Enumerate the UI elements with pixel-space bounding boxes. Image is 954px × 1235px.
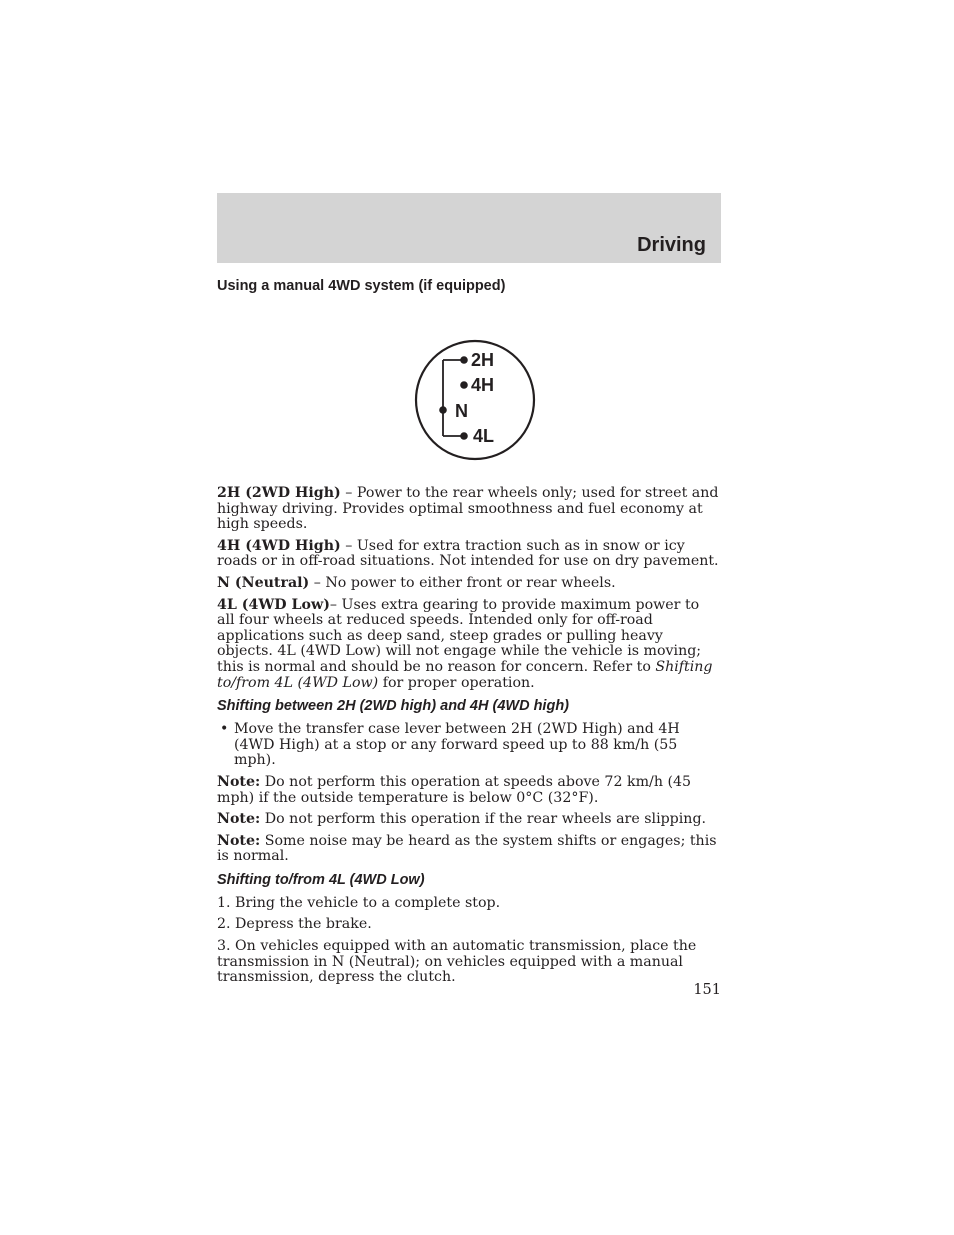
note-text: Do not perform this operation at speeds above 72 km/h (45 mph) if the outside temperature is below 0°C (32°F). [217, 773, 692, 806]
term-4h: 4H (4WD High) [217, 537, 341, 554]
sep-2h: – [340, 485, 357, 501]
dot-2h [460, 356, 468, 364]
subheading-shift-2h-4h: Shifting between 2H (2WD high) and 4H (4WD high) [217, 698, 570, 715]
cross-reference-4l: Shifting to/from 4L (4WD Low) [217, 658, 713, 691]
desc-n: No power to either front or rear wheels. [325, 574, 616, 591]
subheading-shift-4l: Shifting to/from 4L (4WD Low) [217, 871, 425, 888]
desc-4l: Uses extra gearing to provide maximum power to all four wheels at reduced speeds. Intended only for off-road applications such as deep sand, steep grades or pulling heavy objects. 4L (4WD Low) will not engage while the vehicle is moving; this is normal and should be no reason for concern. Refer to [217, 596, 702, 675]
label-n: N [455, 401, 468, 421]
step-1: 1. Bring the vehicle to a complete stop. [217, 894, 501, 911]
bullet-item [217, 722, 721, 769]
section-title: Using a manual 4WD system (if equipped) [217, 278, 506, 294]
definition-4h [217, 539, 721, 570]
note-label: Note: [217, 811, 261, 828]
note-3 [217, 834, 721, 865]
transfer-case-shift-diagram [413, 338, 537, 462]
term-n: N (Neutral) [217, 574, 310, 591]
dot-4h [460, 381, 468, 389]
label-4l: 4L [473, 426, 495, 446]
note-text: Do not perform this operation if the rear wheels are slipping. [260, 811, 707, 828]
note-text: Some noise may be heard as the system shifts or engages; this is normal. [217, 832, 717, 865]
desc-4l-tail: for proper operation. [378, 674, 535, 691]
desc-2h: Power to the rear wheels only; used for street and highway driving. Provides optimal smoothness and fuel economy at high speeds. [217, 485, 719, 533]
shift-pattern-diagram [217, 296, 721, 486]
step-3: 3. On vehicles equipped with an automatic transmission, place the transmission in N (Neutral); on vehicles equipped with a manual transmission, depress the clutch. [217, 938, 697, 986]
dot-n [439, 406, 447, 414]
term-4l: 4L (4WD Low) [217, 596, 330, 613]
sep-4h: – [340, 537, 357, 554]
bullet-text: Move the transfer case lever between 2H (2WD High) and 4H (4WD High) at a stop or any forward speed up to 88 km/h (55 mph). [234, 721, 680, 769]
dot-4l [460, 432, 468, 440]
bullet-icon: • [220, 721, 229, 738]
note-label: Note: [217, 773, 261, 790]
definition-n [217, 576, 721, 592]
term-2h: 2H (2WD High) [217, 485, 341, 501]
label-4h: 4H [471, 375, 495, 395]
page-title: Driving [637, 234, 706, 256]
step-2: 2. Depress the brake. [217, 916, 372, 933]
page-number: 151 [693, 982, 721, 998]
note-1 [217, 775, 721, 806]
note-label: Note: [217, 832, 261, 849]
label-2h: 2H [471, 350, 495, 370]
page-content [217, 276, 721, 992]
note-2 [217, 812, 721, 828]
definition-2h [217, 486, 721, 533]
desc-4h: Used for extra traction such as in snow or icy roads or in off-road situations. Not intended for use on dry pavement. [217, 537, 719, 570]
sep-n: – [309, 574, 326, 591]
header-band [217, 193, 721, 263]
definition-4l [217, 598, 721, 692]
sep-4l: – [329, 596, 342, 613]
